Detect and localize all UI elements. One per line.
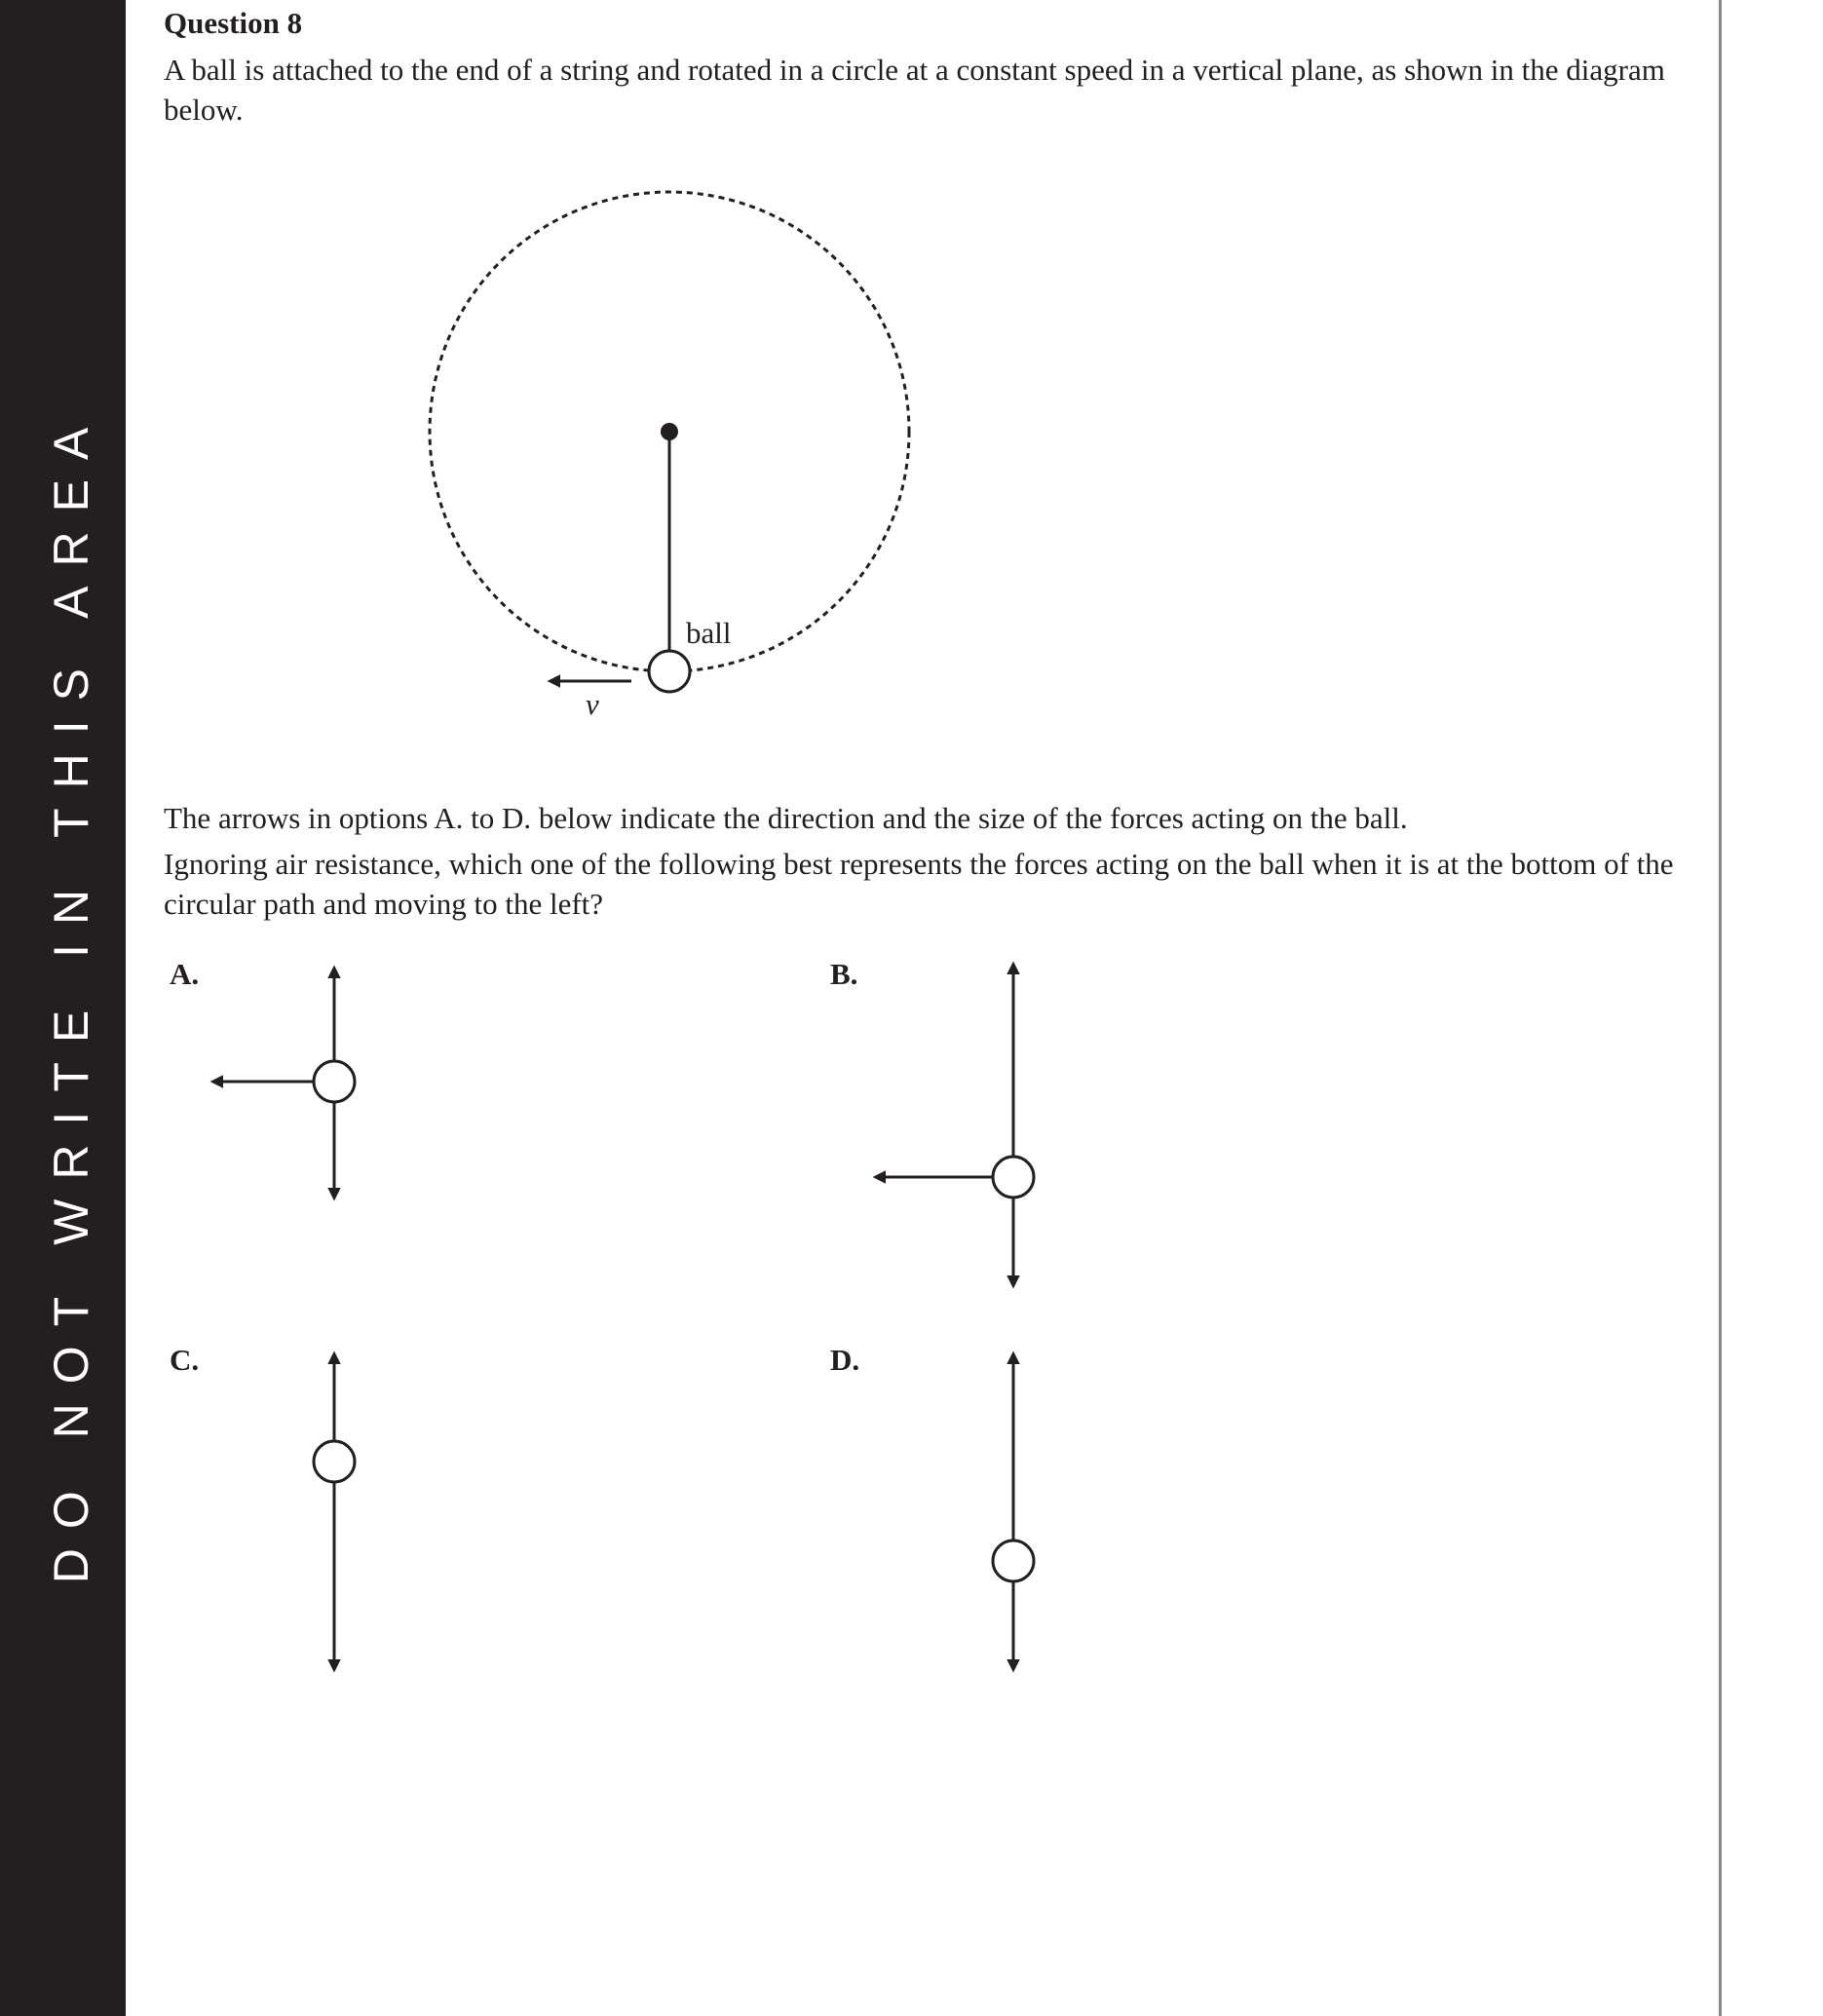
option-c-label: C. — [170, 1343, 200, 1377]
question-intro: A ball is attached to the end of a string and rotated in a circle at a constant speed in a vertical plane, as shown in the diagram below. — [164, 53, 1665, 127]
option-b-diagram — [886, 974, 1034, 1275]
option-d-ball — [993, 1541, 1034, 1581]
margin-warning-text: DO NOT WRITE IN THIS AREA — [44, 407, 98, 1584]
option-a-ball — [314, 1061, 355, 1102]
option-c-diagram — [314, 1364, 355, 1659]
ball-label: ball — [686, 616, 732, 650]
arrows-note: The arrows in options A. to D. below indicate the direction and the size of the forces acting on the ball. — [164, 801, 1408, 835]
circular-motion-diagram — [430, 192, 909, 721]
velocity-label: v — [586, 687, 599, 721]
option-a-label: A. — [170, 957, 200, 991]
option-d-diagram — [993, 1364, 1034, 1659]
option-b-label: B. — [830, 957, 858, 991]
question-title: Question 8 — [164, 6, 303, 40]
option-b-ball — [993, 1157, 1034, 1198]
option-a-diagram — [223, 978, 355, 1188]
ball — [649, 651, 690, 692]
option-c-ball — [314, 1441, 355, 1482]
question-prompt: Ignoring air resistance, which one of the following best represents the forces acting on the ball when it is at the bottom of the circular path and moving to the left? — [164, 847, 1674, 921]
option-d-label: D. — [830, 1343, 860, 1377]
